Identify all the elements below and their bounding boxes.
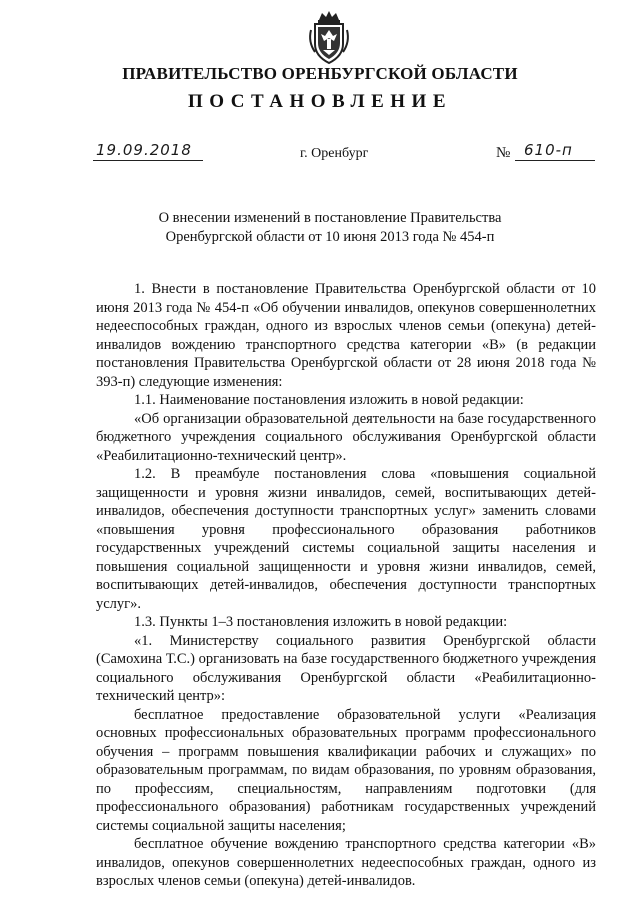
paragraph: «1. Министерству социального развития Оренбургской области (Самохина Т.С.) организовать на базе государственного бюджетного учреждения социального обслуживания Оренбургской области «Реабилитационно-технический центр»: <box>96 632 596 704</box>
document-type: ПОСТАНОВЛЕНИЕ <box>187 91 453 112</box>
document-body <box>96 280 596 891</box>
paragraph: 1.3. Пункты 1–3 постановления изложить в новой редакции: <box>134 614 508 630</box>
paragraph: 1.2. В преамбуле постановления слова «повышения социальной защищенности и уровня жизни инвалидов, семей, воспитывающих детей-инвалидов, обеспечения доступности транспортных услуг» заменить словами «повышения уровня профессионального образования работников государственных учреждений системы социальной защиты населения и повышения социальной защищенности и уровня жизни инвалидов, семей, воспитывающих детей-инвалидов, обеспечения доступности транспортных услуг». <box>96 466 596 612</box>
paragraph: бесплатное обучение вождению транспортного средства категории «В» инвалидов, опекунов совершеннолетних недееспособных граждан, одного из взрослых членов семьи (опекуна) детей-инвалидов. <box>96 836 596 889</box>
document-number: 610-п <box>524 141 573 159</box>
paragraph: «Об организации образовательной деятельности на базе государственного бюджетного учреждения социального обслуживания Оренбургской области «Реабилитационно-технический центр». <box>96 410 596 464</box>
document-subject <box>120 209 540 247</box>
number-label: № <box>496 145 511 161</box>
number-underline <box>515 160 595 161</box>
paragraph: бесплатное предоставление образовательной услуги «Реализация основных профессиональных образовательных программ профессионального обучения – программ повышения квалификации рабочих и служащих» по образовательным программам, по видам образования, по уровням образования, по профессиям, специальностям, направлениям подготовки (для профессионального образования) работникам государственных учреждений системы социальной защиты населения; <box>96 706 596 834</box>
organization-title: ПРАВИТЕЛЬСТВО ОРЕНБУРГСКОЙ ОБЛАСТИ <box>122 64 518 83</box>
subject-line-1: О внесении изменений в постановление Правительства <box>158 210 502 226</box>
paragraph: 1.1. Наименование постановления изложить в новой редакции: <box>134 392 524 408</box>
subject-line-2: Оренбургской области от 10 июня 2013 года № 454-п <box>165 229 495 245</box>
date-underline <box>93 160 203 161</box>
coat-of-arms-icon <box>305 10 353 65</box>
document-date: 19.09.2018 <box>96 141 192 159</box>
document-city: г. Оренбург <box>300 146 369 161</box>
paragraph: 1. Внести в постановление Правительства Оренбургской области от 10 июня 2013 года № 454-п «Об обучении инвалидов, опекунов совершеннолетних недееспособных граждан, одного из взрослых членов семьи (опекуна) детей-инвалидов вождению транспортного средства категории «В» (в редакции постановления Правительства Оренбургской области от 28 июня 2018 года № 393-п) следующие изменения: <box>96 281 596 390</box>
